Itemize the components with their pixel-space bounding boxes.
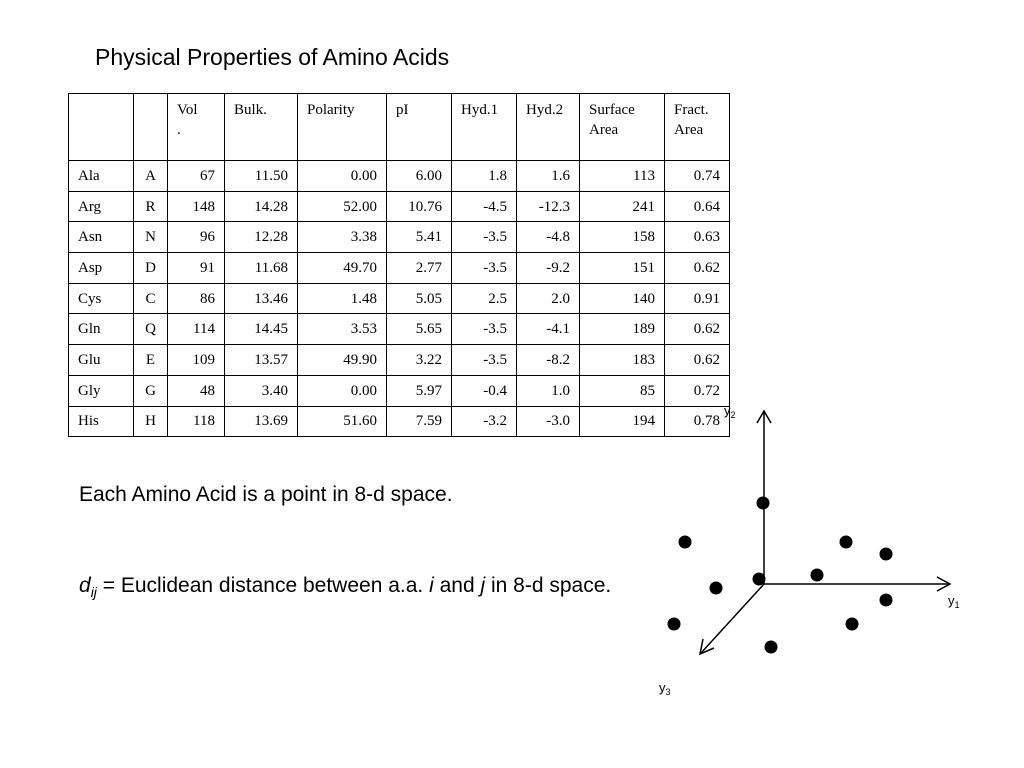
table-cell: 194 — [580, 406, 665, 437]
table-row — [69, 345, 730, 376]
table-cell: 52.00 — [298, 191, 387, 222]
tail-text: in 8-d space. — [485, 574, 612, 597]
table-cell: -3.5 — [452, 222, 517, 253]
table-cell: -4.5 — [452, 191, 517, 222]
table-cell: R — [134, 191, 168, 222]
column-header — [517, 94, 580, 161]
column-header-line: Area — [674, 122, 704, 138]
data-point — [757, 497, 770, 510]
table-cell: Gln — [69, 314, 134, 345]
column-header-line: Vol — [177, 102, 198, 118]
data-point — [765, 641, 778, 654]
table-cell: 2.5 — [452, 283, 517, 314]
table-cell: 0.62 — [665, 345, 730, 376]
table-cell: 241 — [580, 191, 665, 222]
table-cell: 114 — [168, 314, 225, 345]
table-cell: 0.00 — [298, 161, 387, 192]
table-cell: 86 — [168, 283, 225, 314]
y2-label: $y_2$ — [724, 403, 736, 420]
table-cell: 158 — [580, 222, 665, 253]
table-cell: 49.70 — [298, 253, 387, 284]
column-header — [69, 94, 134, 161]
table-cell: 118 — [168, 406, 225, 437]
data-point — [668, 618, 681, 631]
table-cell: 0.74 — [665, 161, 730, 192]
table-cell: 11.50 — [225, 161, 298, 192]
table-cell: 13.57 — [225, 345, 298, 376]
3d-axes-figure — [640, 390, 980, 710]
table-cell: 12.28 — [225, 222, 298, 253]
table-row — [69, 375, 730, 406]
table-cell: 3.38 — [298, 222, 387, 253]
data-point — [840, 536, 853, 549]
and-text: and — [433, 574, 481, 597]
table-cell: 14.28 — [225, 191, 298, 222]
table-row — [69, 406, 730, 437]
column-header-line: Bulk. — [234, 102, 267, 118]
description-point-in-space: Each Amino Acid is a point in 8-d space. — [79, 483, 453, 506]
table-cell: 49.90 — [298, 345, 387, 376]
table-cell: 189 — [580, 314, 665, 345]
table-cell: D — [134, 253, 168, 284]
table-cell: 10.76 — [387, 191, 452, 222]
table-cell: 0.64 — [665, 191, 730, 222]
eq-text: = Euclidean distance between a.a. — [96, 574, 430, 597]
data-point — [811, 569, 824, 582]
table-cell: 14.45 — [225, 314, 298, 345]
table-cell: 13.69 — [225, 406, 298, 437]
table-cell: 0.62 — [665, 314, 730, 345]
table-cell: E — [134, 345, 168, 376]
table-cell: 11.68 — [225, 253, 298, 284]
table-row — [69, 283, 730, 314]
table-cell: Asn — [69, 222, 134, 253]
data-point — [880, 548, 893, 561]
table-cell: 3.40 — [225, 375, 298, 406]
table-cell: -3.5 — [452, 345, 517, 376]
column-header — [665, 94, 730, 161]
table-row — [69, 314, 730, 345]
table-cell: 0.62 — [665, 253, 730, 284]
y3-label: $y_3$ — [659, 680, 671, 697]
table-row — [69, 253, 730, 284]
table-cell: G — [134, 375, 168, 406]
column-header — [580, 94, 665, 161]
column-header-line: Hyd.2 — [526, 102, 564, 118]
table-cell: 51.60 — [298, 406, 387, 437]
table-cell: 3.22 — [387, 345, 452, 376]
table-cell: 148 — [168, 191, 225, 222]
table-cell: -12.3 — [517, 191, 580, 222]
column-header — [298, 94, 387, 161]
column-header-line: Polarity — [307, 102, 355, 118]
table-cell: N — [134, 222, 168, 253]
table-cell: -4.8 — [517, 222, 580, 253]
table-cell: 0.72 — [665, 375, 730, 406]
table-cell: 140 — [580, 283, 665, 314]
table-cell: 96 — [168, 222, 225, 253]
table-cell: -9.2 — [517, 253, 580, 284]
i-symbol: i — [429, 574, 434, 597]
table-cell: Gly — [69, 375, 134, 406]
table-cell: Cys — [69, 283, 134, 314]
column-header-line: . — [177, 122, 181, 138]
column-header — [168, 94, 225, 161]
table-cell: 183 — [580, 345, 665, 376]
column-header — [225, 94, 298, 161]
table-cell: 13.46 — [225, 283, 298, 314]
table-cell: His — [69, 406, 134, 437]
table-header-row — [69, 94, 730, 161]
table-cell: 113 — [580, 161, 665, 192]
table-cell: -3.5 — [452, 314, 517, 345]
column-header — [134, 94, 168, 161]
table-cell: H — [134, 406, 168, 437]
table-cell: 1.6 — [517, 161, 580, 192]
table-cell: 85 — [580, 375, 665, 406]
column-header-line: Surface — [589, 102, 635, 118]
table-cell: 5.41 — [387, 222, 452, 253]
table-cell: 109 — [168, 345, 225, 376]
table-cell: 48 — [168, 375, 225, 406]
d-symbol: d — [79, 574, 91, 597]
table-cell: 6.00 — [387, 161, 452, 192]
table-cell: 1.8 — [452, 161, 517, 192]
table-row — [69, 191, 730, 222]
table-cell: Ala — [69, 161, 134, 192]
table-cell: 1.0 — [517, 375, 580, 406]
data-point — [880, 594, 893, 607]
table-cell: -8.2 — [517, 345, 580, 376]
column-header-line: Fract. — [674, 102, 709, 118]
table-cell: 0.00 — [298, 375, 387, 406]
table-cell: Asp — [69, 253, 134, 284]
table-cell: 151 — [580, 253, 665, 284]
table-cell: 3.53 — [298, 314, 387, 345]
table-cell: A — [134, 161, 168, 192]
ij-subscript: ij — [90, 584, 97, 601]
y3-axis — [701, 584, 764, 653]
table-cell: 67 — [168, 161, 225, 192]
column-header-line: pI — [396, 102, 409, 118]
table-cell: -3.5 — [452, 253, 517, 284]
table-body — [69, 161, 730, 437]
table-cell: Q — [134, 314, 168, 345]
data-point — [710, 582, 723, 595]
amino-acid-table — [68, 93, 730, 437]
table-cell: -3.0 — [517, 406, 580, 437]
description-euclidean-distance — [79, 570, 619, 608]
data-point — [846, 618, 859, 631]
table-cell: 2.0 — [517, 283, 580, 314]
table-cell: 1.48 — [298, 283, 387, 314]
table-cell: 0.78 — [665, 406, 730, 437]
table-cell: -3.2 — [452, 406, 517, 437]
table-cell: C — [134, 283, 168, 314]
j-symbol: j — [480, 574, 486, 597]
table-cell: Arg — [69, 191, 134, 222]
table-cell: 7.59 — [387, 406, 452, 437]
data-point — [753, 573, 766, 586]
table-cell: 5.65 — [387, 314, 452, 345]
slide-title: Physical Properties of Amino Acids — [95, 44, 450, 70]
table-cell: 5.97 — [387, 375, 452, 406]
table-cell: 91 — [168, 253, 225, 284]
y1-label: $y_1$ — [948, 593, 960, 610]
table-cell: Glu — [69, 345, 134, 376]
table-row — [69, 222, 730, 253]
table-cell: -0.4 — [452, 375, 517, 406]
column-header — [452, 94, 517, 161]
table-cell: 5.05 — [387, 283, 452, 314]
table-row — [69, 161, 730, 192]
column-header — [387, 94, 452, 161]
table-cell: 0.91 — [665, 283, 730, 314]
table-cell: 0.63 — [665, 222, 730, 253]
column-header-line: Area — [589, 122, 619, 138]
table-cell: 2.77 — [387, 253, 452, 284]
data-point — [679, 536, 692, 549]
column-header-line: Hyd.1 — [461, 102, 499, 118]
table-cell: -4.1 — [517, 314, 580, 345]
